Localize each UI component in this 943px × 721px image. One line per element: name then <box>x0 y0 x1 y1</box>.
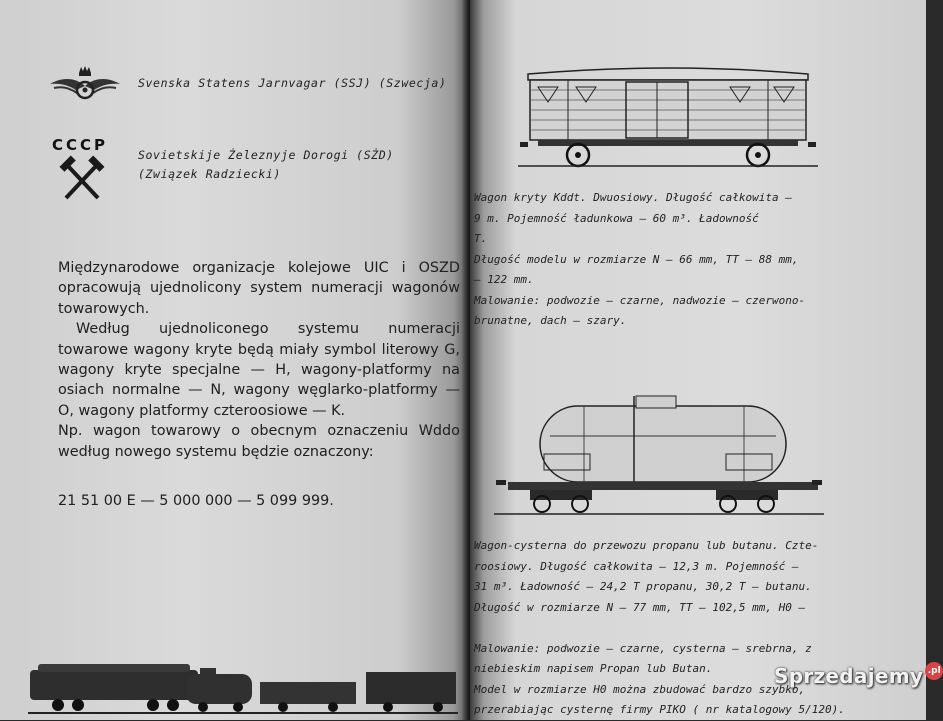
boxcar-drawing <box>518 62 818 172</box>
tank-car-caption <box>474 536 864 721</box>
train-silhouette-illustration <box>28 650 458 720</box>
caption-line: brunatne, dach — szary. <box>474 314 627 327</box>
caption-line: Malowanie: podwozie — czarne, nadwozie — czerwono- <box>474 293 806 307</box>
caption-line: Wagon-cysterna do przewozu propanu lub butanu. Czte- <box>474 539 819 552</box>
caption-line: Model w rozmiarze H0 można zbudować bardzo szybko, <box>474 682 806 696</box>
caption-line: 9 m. Pojemność ładunkowa — 60 m³. Ładowność <box>474 211 759 225</box>
paragraph: Według ujednoliconego systemu numeracji towarowe wagony kryte będą miały symbol literowy G, wagony kryte specjalne — H, wagony-platformy na osiach normalne — N, wagony węglarko-platformy — O, wagony platformy czteroosiowe — K. <box>58 321 460 419</box>
right-page <box>470 0 926 720</box>
org-ssj <box>138 74 446 93</box>
watermark <box>774 664 943 688</box>
org-szd <box>138 146 394 184</box>
caption-line: roosiowy. Długość całkowita — 12,3 m. Pojemność — <box>474 559 799 573</box>
paragraph: Międzynarodowe organizacje kolejowe UIC i OSZD opracowują ujednolicony system numeracji wagonów towarowych. <box>58 260 460 317</box>
wagon-number-line: 21 51 00 E — 5 000 000 — 5 099 999. <box>58 493 334 509</box>
cccp-badge: CCCP <box>52 136 109 154</box>
caption-line: T. <box>474 232 488 245</box>
left-page <box>0 0 468 720</box>
caption-line: przerabiając cysternę firmy PIKO ( nr katalogowy 5/120). <box>474 703 845 716</box>
org-szd-name: Sovietskije Żeleznyje Dorogi (SŻD) <box>138 148 394 162</box>
caption-line: Wagon kryty Kddt. Dwuosiowy. Długość całkowita — <box>474 191 792 204</box>
caption-line <box>474 618 864 639</box>
caption-line: Długość w rozmiarze N — 77 mm, TT — 102,5 mm, H0 — <box>474 600 806 614</box>
watermark-text: Sprzedajemy <box>774 664 924 688</box>
caption-line: niebieskim napisem Propan lub Butan. <box>474 662 713 675</box>
paragraph: Np. wagon towarowy o obecnym oznaczeniu Wddo według nowego systemu będzie oznaczony: <box>58 423 460 460</box>
org-ssj-name: Svenska Statens Jarnvagar (SSJ) (Szwecja) <box>138 76 447 90</box>
ssj-emblem-icon <box>48 64 122 104</box>
caption-line: — 122 mm. <box>474 273 534 286</box>
caption-line: Malowanie: podwozie — czarne, cysterna — srebrna, z <box>474 641 812 655</box>
watermark-badge: .pl <box>925 662 943 680</box>
org-szd-country: (Związek Radziecki) <box>138 167 281 181</box>
tank-car-drawing <box>494 392 824 522</box>
caption-line: 31 m³. Ładowność — 24,2 T propanu, 30,2 T — butanu. <box>474 580 812 593</box>
boxcar-caption <box>474 188 864 332</box>
crossed-hammers-icon <box>58 158 106 202</box>
caption-line: Długość modelu w rozmiarze N — 66 mm, TT — 88 mm, <box>474 252 799 266</box>
body-text <box>58 258 460 462</box>
